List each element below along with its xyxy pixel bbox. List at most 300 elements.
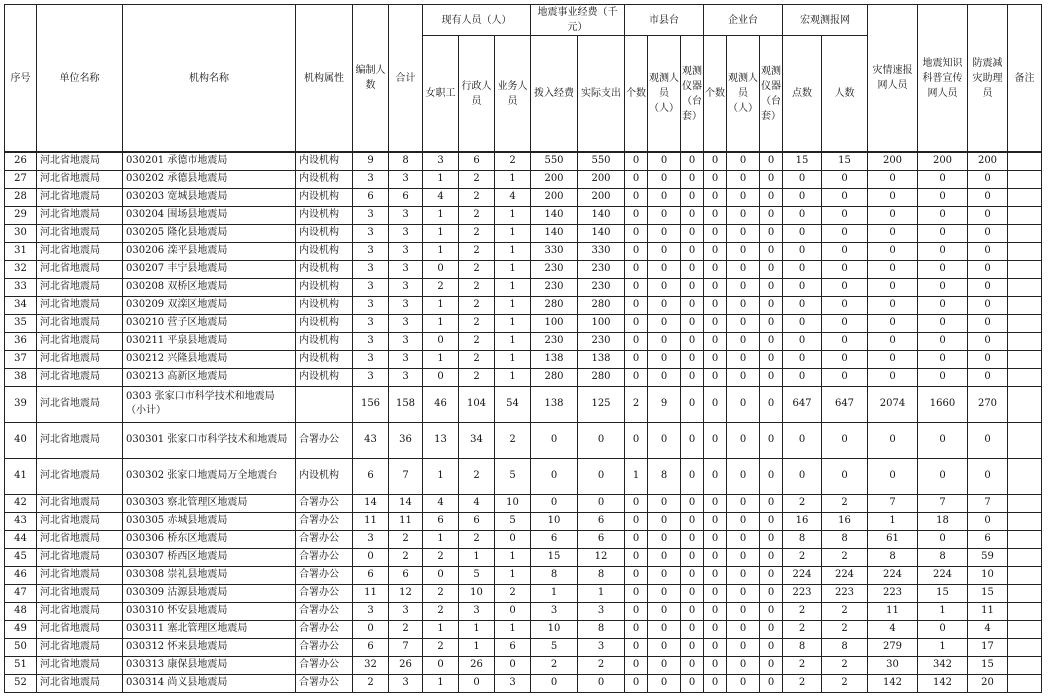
cell-bianzhi: 9 — [353, 152, 389, 170]
cell-city-inst: 0 — [681, 602, 704, 620]
cell-nvzhigong: 0 — [423, 332, 459, 350]
header-boru: 拨入经费 — [531, 36, 578, 153]
cell-macro-people: 0 — [822, 350, 868, 368]
cell-unit: 河北省地震局 — [37, 278, 123, 296]
cell-yewu: 1 — [495, 224, 531, 242]
cell-ent-inst: 0 — [760, 350, 783, 368]
cell-unit: 河北省地震局 — [37, 566, 123, 584]
cell-city-count: 0 — [625, 206, 648, 224]
cell-heji: 6 — [389, 566, 423, 584]
cell-disaster: 0 — [868, 224, 918, 242]
cell-ent-count: 0 — [704, 422, 727, 458]
cell-notes — [1008, 170, 1042, 188]
cell-seq: 50 — [5, 638, 37, 656]
header-shiji: 实际支出 — [578, 36, 625, 153]
cell-city-count: 0 — [625, 674, 648, 692]
cell-nvzhigong: 46 — [423, 386, 459, 422]
cell-nvzhigong: 4 — [423, 494, 459, 512]
cell-shiji: 125 — [578, 386, 625, 422]
cell-bianzhi: 2 — [353, 674, 389, 692]
cell-org: 030303 察北管理区地震局 — [123, 494, 296, 512]
table-row — [5, 512, 1042, 530]
cell-unit: 河北省地震局 — [37, 602, 123, 620]
cell-helpers: 0 — [968, 422, 1008, 458]
cell-disaster: 4 — [868, 620, 918, 638]
cell-ent-obs: 0 — [727, 368, 760, 386]
cell-bianzhi: 11 — [353, 512, 389, 530]
cell-helpers: 0 — [968, 332, 1008, 350]
cell-ent-obs: 0 — [727, 296, 760, 314]
cell-city-obs: 0 — [648, 260, 681, 278]
cell-yewu: 1 — [495, 548, 531, 566]
cell-helpers: 20 — [968, 674, 1008, 692]
cell-bianzhi: 14 — [353, 494, 389, 512]
cell-city-obs: 0 — [648, 224, 681, 242]
cell-bianzhi: 6 — [353, 188, 389, 206]
cell-ent-inst: 0 — [760, 296, 783, 314]
cell-boru: 8 — [531, 566, 578, 584]
cell-attr: 内设机构 — [296, 170, 353, 188]
table-row — [5, 314, 1042, 332]
header-macro-points: 点数 — [783, 36, 822, 153]
table-row — [5, 242, 1042, 260]
cell-city-count: 0 — [625, 530, 648, 548]
cell-macro-people: 0 — [822, 296, 868, 314]
cell-ent-obs: 0 — [727, 314, 760, 332]
cell-ent-obs: 0 — [727, 422, 760, 458]
cell-city-inst: 0 — [681, 530, 704, 548]
cell-ent-count: 0 — [704, 332, 727, 350]
cell-attr: 合署办公 — [296, 656, 353, 674]
cell-boru: 200 — [531, 188, 578, 206]
table-row — [5, 620, 1042, 638]
cell-city-obs: 0 — [648, 638, 681, 656]
cell-ent-inst: 0 — [760, 170, 783, 188]
cell-ent-count: 0 — [704, 566, 727, 584]
cell-nvzhigong: 1 — [423, 224, 459, 242]
cell-science: 0 — [918, 332, 968, 350]
cell-seq: 51 — [5, 656, 37, 674]
cell-city-obs: 0 — [648, 314, 681, 332]
cell-macro-people: 0 — [822, 278, 868, 296]
cell-science: 342 — [918, 656, 968, 674]
cell-city-inst: 0 — [681, 584, 704, 602]
table-row — [5, 152, 1042, 170]
cell-ent-obs: 0 — [727, 566, 760, 584]
cell-disaster: 0 — [868, 458, 918, 494]
header-yewu: 业务人员 — [495, 36, 531, 153]
cell-shiji: 140 — [578, 206, 625, 224]
cell-helpers: 15 — [968, 656, 1008, 674]
cell-city-inst: 0 — [681, 170, 704, 188]
header-helpers: 防震减灾助理员 — [968, 5, 1008, 153]
cell-ent-inst: 0 — [760, 674, 783, 692]
cell-city-inst: 0 — [681, 242, 704, 260]
cell-seq: 35 — [5, 314, 37, 332]
table-row — [5, 170, 1042, 188]
table-row — [5, 566, 1042, 584]
cell-shiji: 138 — [578, 350, 625, 368]
cell-ent-inst: 0 — [760, 152, 783, 170]
cell-seq: 26 — [5, 152, 37, 170]
cell-seq: 46 — [5, 566, 37, 584]
cell-city-obs: 0 — [648, 674, 681, 692]
cell-seq: 48 — [5, 602, 37, 620]
cell-yewu: 2 — [495, 422, 531, 458]
cell-attr: 内设机构 — [296, 206, 353, 224]
cell-helpers: 0 — [968, 314, 1008, 332]
cell-org: 030207 丰宁县地震局 — [123, 260, 296, 278]
cell-science: 0 — [918, 530, 968, 548]
cell-macro-people: 223 — [822, 584, 868, 602]
cell-nvzhigong: 3 — [423, 152, 459, 170]
cell-yewu: 1 — [495, 260, 531, 278]
cell-attr: 合署办公 — [296, 674, 353, 692]
cell-org: 030310 怀安县地震局 — [123, 602, 296, 620]
cell-boru: 100 — [531, 314, 578, 332]
cell-city-count: 0 — [625, 224, 648, 242]
cell-notes — [1008, 530, 1042, 548]
cell-city-obs: 0 — [648, 494, 681, 512]
cell-disaster: 0 — [868, 170, 918, 188]
cell-heji: 3 — [389, 602, 423, 620]
cell-notes — [1008, 206, 1042, 224]
cell-org: 030313 康保县地震局 — [123, 656, 296, 674]
cell-bianzhi: 3 — [353, 602, 389, 620]
cell-notes — [1008, 332, 1042, 350]
cell-heji: 11 — [389, 512, 423, 530]
cell-bianzhi: 6 — [353, 638, 389, 656]
cell-macro-points: 0 — [783, 296, 822, 314]
cell-helpers: 15 — [968, 584, 1008, 602]
cell-helpers: 0 — [968, 350, 1008, 368]
header-ent-group: 企业台 — [704, 5, 783, 36]
cell-xingzheng: 2 — [459, 278, 495, 296]
cell-heji: 3 — [389, 206, 423, 224]
cell-science: 1660 — [918, 386, 968, 422]
cell-org: 030213 高新区地震局 — [123, 368, 296, 386]
cell-ent-inst: 0 — [760, 566, 783, 584]
cell-science: 15 — [918, 584, 968, 602]
cell-unit: 河北省地震局 — [37, 530, 123, 548]
cell-seq: 27 — [5, 170, 37, 188]
cell-shiji: 230 — [578, 260, 625, 278]
header-attr: 机构属性 — [296, 5, 353, 153]
cell-unit: 河北省地震局 — [37, 584, 123, 602]
cell-disaster: 0 — [868, 314, 918, 332]
header-funds-group: 地震事业经费（千元） — [531, 5, 625, 36]
table-row — [5, 332, 1042, 350]
cell-helpers: 0 — [968, 206, 1008, 224]
cell-science: 224 — [918, 566, 968, 584]
cell-city-obs: 0 — [648, 350, 681, 368]
cell-macro-points: 223 — [783, 584, 822, 602]
cell-seq: 30 — [5, 224, 37, 242]
cell-macro-points: 8 — [783, 530, 822, 548]
cell-nvzhigong: 1 — [423, 674, 459, 692]
cell-city-inst: 0 — [681, 188, 704, 206]
header-heji: 合计 — [389, 5, 423, 153]
cell-macro-points: 2 — [783, 674, 822, 692]
cell-heji: 7 — [389, 458, 423, 494]
cell-macro-points: 0 — [783, 278, 822, 296]
cell-macro-points: 224 — [783, 566, 822, 584]
cell-nvzhigong: 2 — [423, 548, 459, 566]
table-row — [5, 674, 1042, 692]
cell-ent-obs: 0 — [727, 152, 760, 170]
cell-yewu: 1 — [495, 170, 531, 188]
cell-attr: 内设机构 — [296, 188, 353, 206]
cell-ent-count: 0 — [704, 170, 727, 188]
cell-city-obs: 0 — [648, 656, 681, 674]
table-row — [5, 386, 1042, 422]
statistics-sheet — [4, 4, 1042, 693]
cell-ent-count: 0 — [704, 674, 727, 692]
cell-city-count: 0 — [625, 602, 648, 620]
cell-shiji: 6 — [578, 512, 625, 530]
cell-xingzheng: 1 — [459, 638, 495, 656]
cell-unit: 河北省地震局 — [37, 188, 123, 206]
cell-yewu: 3 — [495, 674, 531, 692]
cell-boru: 280 — [531, 296, 578, 314]
cell-nvzhigong: 13 — [423, 422, 459, 458]
cell-ent-count: 0 — [704, 530, 727, 548]
cell-seq: 37 — [5, 350, 37, 368]
cell-city-inst: 0 — [681, 620, 704, 638]
header-ent-inst: 观测仪器（台套） — [760, 36, 783, 153]
cell-ent-obs: 0 — [727, 242, 760, 260]
cell-shiji: 8 — [578, 566, 625, 584]
cell-org: 030309 沽源县地震局 — [123, 584, 296, 602]
cell-org: 030206 滦平县地震局 — [123, 242, 296, 260]
cell-macro-points: 15 — [783, 152, 822, 170]
cell-disaster: 0 — [868, 296, 918, 314]
cell-city-obs: 0 — [648, 566, 681, 584]
cell-bianzhi: 3 — [353, 332, 389, 350]
cell-heji: 3 — [389, 296, 423, 314]
cell-city-obs: 0 — [648, 368, 681, 386]
cell-boru: 138 — [531, 350, 578, 368]
cell-unit: 河北省地震局 — [37, 224, 123, 242]
header-macro-people: 人数 — [822, 36, 868, 153]
cell-ent-inst: 0 — [760, 260, 783, 278]
cell-seq: 29 — [5, 206, 37, 224]
table-row — [5, 656, 1042, 674]
cell-macro-people: 2 — [822, 656, 868, 674]
cell-bianzhi: 3 — [353, 206, 389, 224]
cell-city-count: 0 — [625, 584, 648, 602]
cell-disaster: 1 — [868, 512, 918, 530]
cell-bianzhi: 3 — [353, 368, 389, 386]
cell-macro-points: 0 — [783, 206, 822, 224]
cell-disaster: 0 — [868, 422, 918, 458]
cell-boru: 0 — [531, 458, 578, 494]
cell-ent-count: 0 — [704, 188, 727, 206]
cell-macro-people: 0 — [822, 314, 868, 332]
cell-ent-inst: 0 — [760, 368, 783, 386]
cell-notes — [1008, 296, 1042, 314]
cell-seq: 36 — [5, 332, 37, 350]
table-row — [5, 224, 1042, 242]
cell-macro-people: 2 — [822, 494, 868, 512]
cell-org: 030212 兴隆县地震局 — [123, 350, 296, 368]
cell-boru: 230 — [531, 332, 578, 350]
cell-xingzheng: 2 — [459, 530, 495, 548]
cell-ent-count: 0 — [704, 206, 727, 224]
cell-ent-obs: 0 — [727, 386, 760, 422]
cell-city-inst: 0 — [681, 332, 704, 350]
cell-city-count: 0 — [625, 314, 648, 332]
cell-shiji: 330 — [578, 242, 625, 260]
cell-ent-obs: 0 — [727, 170, 760, 188]
cell-ent-obs: 0 — [727, 494, 760, 512]
cell-org: 030314 尚义县地震局 — [123, 674, 296, 692]
cell-helpers: 59 — [968, 548, 1008, 566]
cell-macro-people: 0 — [822, 224, 868, 242]
cell-shiji: 0 — [578, 458, 625, 494]
cell-macro-points: 0 — [783, 314, 822, 332]
cell-macro-points: 0 — [783, 458, 822, 494]
cell-xingzheng: 4 — [459, 494, 495, 512]
cell-ent-inst: 0 — [760, 332, 783, 350]
cell-attr — [296, 386, 353, 422]
cell-boru: 1 — [531, 584, 578, 602]
header-ent-count: 个数 — [704, 36, 727, 153]
cell-ent-count: 0 — [704, 620, 727, 638]
cell-disaster: 223 — [868, 584, 918, 602]
cell-ent-obs: 0 — [727, 188, 760, 206]
cell-unit: 河北省地震局 — [37, 170, 123, 188]
cell-yewu: 4 — [495, 188, 531, 206]
cell-attr: 合署办公 — [296, 512, 353, 530]
cell-ent-obs: 0 — [727, 278, 760, 296]
cell-helpers: 0 — [968, 170, 1008, 188]
cell-disaster: 11 — [868, 602, 918, 620]
cell-attr: 内设机构 — [296, 242, 353, 260]
cell-city-count: 1 — [625, 458, 648, 494]
cell-yewu: 54 — [495, 386, 531, 422]
cell-shiji: 1 — [578, 584, 625, 602]
cell-bianzhi: 3 — [353, 314, 389, 332]
cell-boru: 550 — [531, 152, 578, 170]
cell-org: 030202 承德县地震局 — [123, 170, 296, 188]
cell-shiji: 230 — [578, 278, 625, 296]
table-row — [5, 638, 1042, 656]
cell-notes — [1008, 224, 1042, 242]
header-seq: 序号 — [5, 5, 37, 153]
cell-notes — [1008, 350, 1042, 368]
cell-boru: 230 — [531, 278, 578, 296]
table-row — [5, 494, 1042, 512]
cell-notes — [1008, 314, 1042, 332]
cell-bianzhi: 6 — [353, 566, 389, 584]
cell-macro-points: 2 — [783, 656, 822, 674]
cell-yewu: 1 — [495, 368, 531, 386]
cell-nvzhigong: 1 — [423, 170, 459, 188]
cell-attr: 内设机构 — [296, 332, 353, 350]
cell-shiji: 0 — [578, 674, 625, 692]
cell-science: 18 — [918, 512, 968, 530]
cell-shiji: 12 — [578, 548, 625, 566]
cell-city-count: 0 — [625, 260, 648, 278]
cell-yewu: 0 — [495, 530, 531, 548]
cell-helpers: 0 — [968, 260, 1008, 278]
cell-org: 030201 承德市地震局 — [123, 152, 296, 170]
cell-ent-inst: 0 — [760, 206, 783, 224]
cell-org: 030311 塞北管理区地震局 — [123, 620, 296, 638]
cell-macro-points: 2 — [783, 494, 822, 512]
cell-boru: 15 — [531, 548, 578, 566]
cell-city-inst: 0 — [681, 314, 704, 332]
cell-boru: 6 — [531, 530, 578, 548]
cell-ent-count: 0 — [704, 260, 727, 278]
cell-nvzhigong: 1 — [423, 530, 459, 548]
cell-bianzhi: 3 — [353, 530, 389, 548]
cell-attr: 合署办公 — [296, 638, 353, 656]
cell-xingzheng: 1 — [459, 620, 495, 638]
cell-boru: 10 — [531, 512, 578, 530]
cell-org: 030302 张家口地震局万全地震台 — [123, 458, 296, 494]
cell-seq: 39 — [5, 386, 37, 422]
cell-xingzheng: 2 — [459, 458, 495, 494]
cell-unit: 河北省地震局 — [37, 620, 123, 638]
cell-ent-obs: 0 — [727, 656, 760, 674]
cell-city-count: 2 — [625, 386, 648, 422]
cell-yewu: 10 — [495, 494, 531, 512]
cell-yewu: 0 — [495, 656, 531, 674]
cell-city-inst: 0 — [681, 674, 704, 692]
table-row — [5, 530, 1042, 548]
cell-bianzhi: 3 — [353, 170, 389, 188]
cell-helpers: 0 — [968, 188, 1008, 206]
cell-yewu: 1 — [495, 296, 531, 314]
cell-attr: 合署办公 — [296, 566, 353, 584]
cell-nvzhigong: 0 — [423, 260, 459, 278]
cell-attr: 内设机构 — [296, 152, 353, 170]
cell-yewu: 0 — [495, 602, 531, 620]
cell-macro-points: 0 — [783, 242, 822, 260]
cell-boru: 330 — [531, 242, 578, 260]
cell-nvzhigong: 2 — [423, 602, 459, 620]
cell-disaster: 8 — [868, 548, 918, 566]
cell-bianzhi: 32 — [353, 656, 389, 674]
cell-unit: 河北省地震局 — [37, 638, 123, 656]
cell-city-count: 0 — [625, 332, 648, 350]
cell-ent-inst: 0 — [760, 620, 783, 638]
cell-ent-count: 0 — [704, 314, 727, 332]
cell-bianzhi: 3 — [353, 278, 389, 296]
cell-seq: 49 — [5, 620, 37, 638]
header-xingzheng: 行政人员 — [459, 36, 495, 153]
cell-city-obs: 0 — [648, 242, 681, 260]
cell-notes — [1008, 638, 1042, 656]
cell-city-obs: 0 — [648, 620, 681, 638]
cell-xingzheng: 2 — [459, 242, 495, 260]
cell-city-obs: 9 — [648, 386, 681, 422]
cell-xingzheng: 2 — [459, 314, 495, 332]
cell-attr: 合署办公 — [296, 494, 353, 512]
cell-unit: 河北省地震局 — [37, 512, 123, 530]
cell-notes — [1008, 494, 1042, 512]
cell-macro-people: 0 — [822, 332, 868, 350]
cell-heji: 3 — [389, 224, 423, 242]
cell-yewu: 1 — [495, 332, 531, 350]
cell-science: 0 — [918, 350, 968, 368]
cell-xingzheng: 104 — [459, 386, 495, 422]
cell-city-count: 0 — [625, 494, 648, 512]
cell-disaster: 2074 — [868, 386, 918, 422]
cell-disaster: 0 — [868, 350, 918, 368]
